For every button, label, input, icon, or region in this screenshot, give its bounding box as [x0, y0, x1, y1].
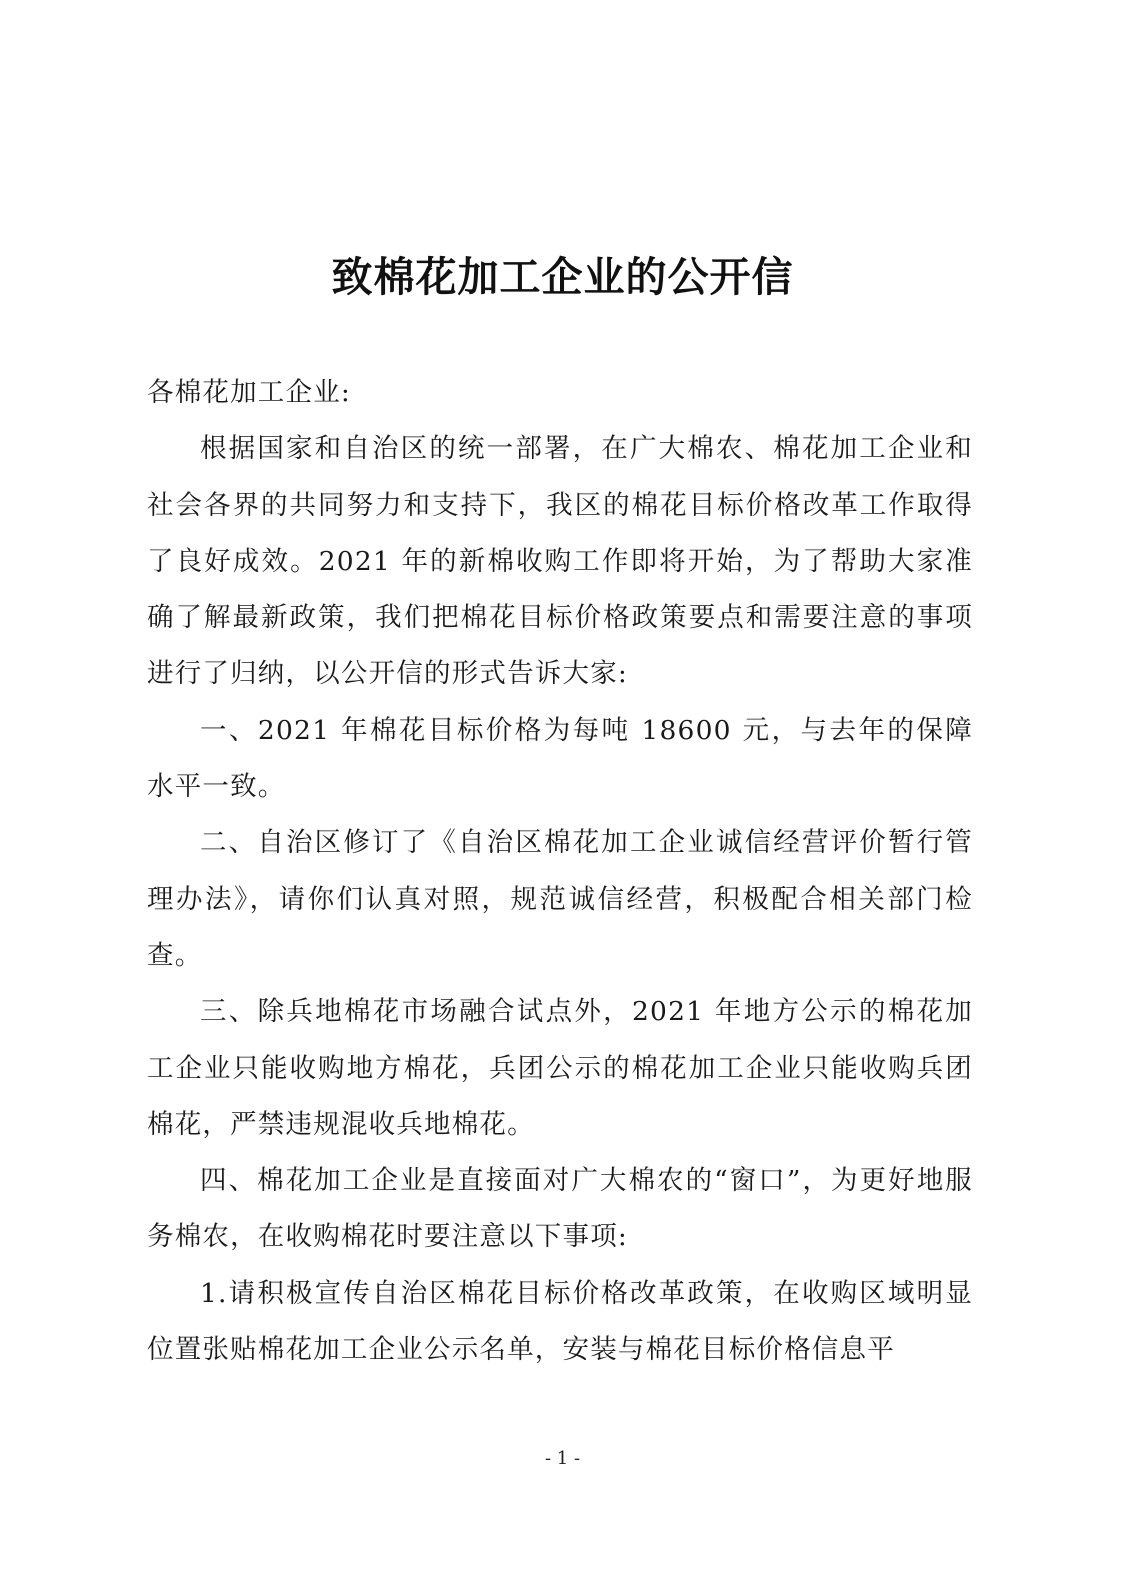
paragraph-intro: 根据国家和自治区的统一部署，在广大棉农、棉花加工企业和社会各界的共同努力和支持下，我区的棉花目标价格改革工作取得了良好成效。2021 年的新棉收购工作即将开始，为了帮助大家准确了解最新政策，我们把棉花目标价格政策要点和需要注意的事项进行了归纳，以公开信的形式告诉大家: — [147, 433, 973, 690]
paragraph-item-4-1: 1.请积极宣传自治区棉花目标价格改革政策，在收购区域明显位置张贴棉花加工企业公示名单，安装与棉花目标价格信息平 — [147, 1277, 973, 1366]
paragraph-item-2: 二、自治区修订了《自治区棉花加工企业诚信经营评价暂行管理办法》，请你们认真对照，规范诚信经营，积极配合相关部门检查。 — [147, 827, 973, 971]
page-number: - 1 - — [544, 1448, 581, 1469]
paragraph-item-3: 三、除兵地棉花市场融合试点外，2021 年地方公示的棉花加工企业只能收购地方棉花，兵团公示的棉花加工企业只能收购兵团棉花，严禁违规混收兵地棉花。 — [147, 996, 973, 1140]
document-title: 致棉花加工企业的公开信 — [331, 253, 794, 301]
paragraph-item-4: 四、棉花加工企业是直接面对广大棉农的“窗口”，为更好地服务棉农，在收购棉花时要注意以下事项: — [147, 1165, 973, 1253]
document-body — [147, 365, 973, 1378]
salutation: 各棉花加工企业: — [147, 377, 352, 408]
paragraph-item-1: 一、2021 年棉花目标价格为每吨 18600 元，与去年的保障水平一致。 — [147, 714, 973, 803]
